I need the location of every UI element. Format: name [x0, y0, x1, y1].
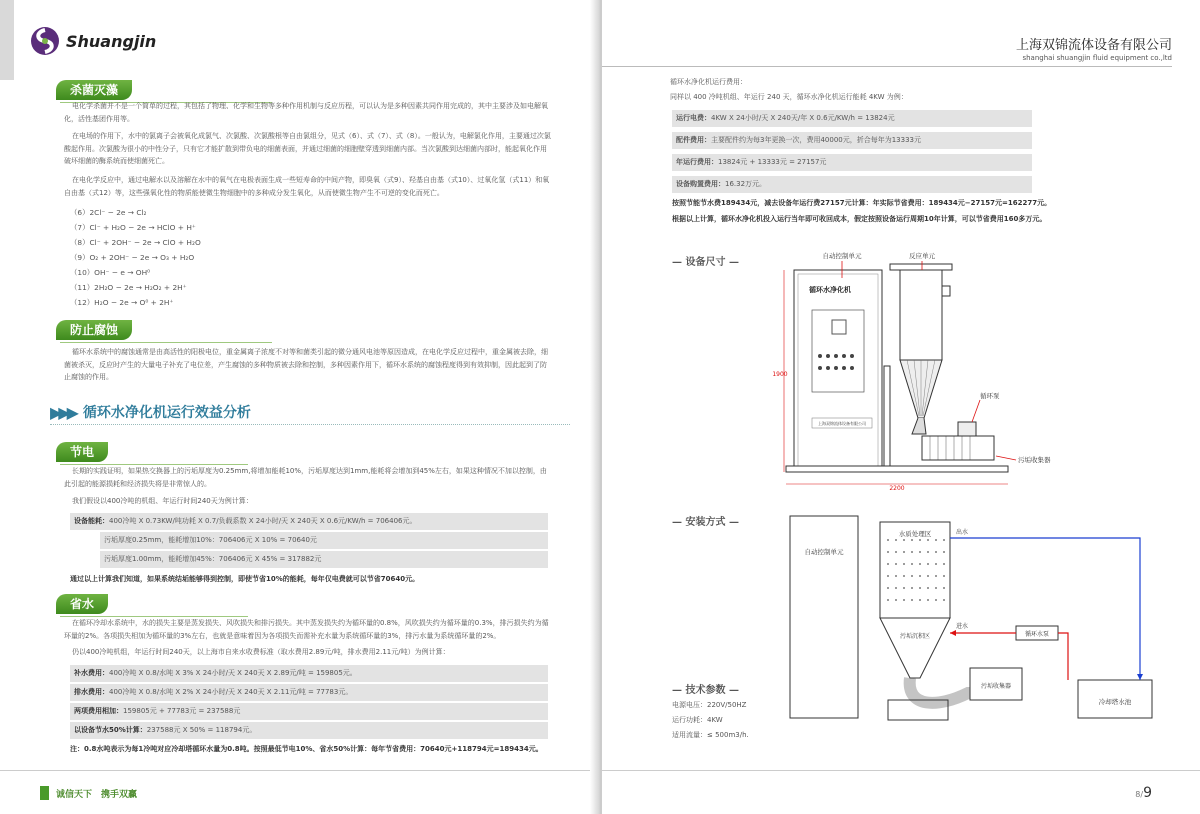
footer-divider — [602, 770, 1200, 771]
logo — [30, 26, 156, 56]
water-note: 注：0.8水吨表示为每1冷吨对应冷却塔循环水量为0.8吨。按照最低节电10%、省水50%计算：每年节省费用：70640元+118794元=189434元。 — [70, 745, 543, 753]
section-tag-water: 省水 — [56, 594, 108, 614]
calc-text: 13824元 + 13333元 = 27157元 — [718, 158, 827, 166]
cost-intro-2: 同样以 400 冷吨机组、年运行 240 天，循环水净化机运行能耗 4KW 为例： — [670, 93, 908, 101]
section-tag-anticorrosion: 防止腐蚀 — [56, 320, 132, 340]
footer-accent — [40, 786, 49, 800]
calc-label: 以设备节水50%计算： — [74, 726, 147, 734]
footer-slogan: 诚信天下 携手双赢 — [56, 790, 138, 800]
calc-label: 设备购置费用： — [676, 180, 725, 188]
section-tag-power: 节电 — [56, 442, 108, 462]
calc-text: 16.32万元。 — [725, 180, 767, 188]
circulation-pump-label: 循环水泵 — [1024, 631, 1050, 638]
formula: （11）2H₂O − 2e → H₂O₂ + 2H⁺ — [70, 283, 187, 292]
left-page — [0, 0, 598, 814]
cost-row — [672, 176, 1032, 193]
formula: （7）Cl⁻ + H₂O − 2e → HClO + H⁺ — [70, 223, 196, 232]
calc-text: 400冷吨 X 0.8/水吨 X 2% X 24小时/天 X 240天 X 2.11元/吨 = 77783元。 — [109, 688, 353, 696]
calc-label: 两项费用相加： — [74, 707, 123, 715]
logo-text: Shuangjin — [66, 31, 157, 51]
triple-arrow-icon: ▶▶▶ — [50, 402, 75, 422]
dimension-title: — 设备尺寸 — — [672, 257, 739, 268]
section-tag-sterilize: 杀菌灭藻 — [56, 80, 132, 100]
machine-label: 循环水净化机 — [809, 286, 851, 294]
analysis-heading-text: 循环水净化机运行效益分析 — [82, 405, 251, 421]
calc-text: 污垢厚度1.00mm，能耗增加45%：706406元 X 45% = 317882元 — [104, 555, 322, 563]
page-number-prev: 8/ — [1135, 790, 1144, 799]
spec-voltage: 电源电压：220V/50HZ — [672, 701, 747, 709]
install-control-label: 自动控制单元 — [804, 548, 844, 556]
power-paragraph-2: 我们假设以400冷吨的机组、年运行时间240天为例计算： — [72, 497, 253, 505]
sediment-zone-label: 污垢沉积区 — [899, 633, 931, 640]
power-calc-row — [100, 551, 548, 568]
outlet-label: 出水 — [956, 529, 969, 536]
height-dimension: 1900 — [772, 371, 788, 378]
formula: （10）OH⁻ − e → OH⁰ — [70, 268, 151, 277]
edge-bar — [0, 0, 14, 80]
page-number — [1135, 785, 1152, 801]
sterilize-paragraph-1: 电化学杀菌并不是一个简单的过程，其包括了物理、化学和生物等多种作用机制与反应历程，可以认为是多种因素共同作用完成的，其中主要涉及如电解氧化，活性基团作用等。 — [64, 102, 548, 123]
cost-row — [672, 110, 1032, 127]
cost-row — [672, 132, 1032, 149]
company-name-cn: 上海双锦流体设备有限公司 — [1015, 38, 1172, 53]
company-name-en: shanghai shuangjin fluid equipment co.,ltd — [1022, 54, 1172, 62]
width-dimension: 2200 — [889, 485, 905, 492]
formula: （12）H₂O − 2e → O⁰ + 2H⁺ — [70, 298, 174, 307]
page-number-current: 9 — [1143, 785, 1152, 801]
spec-power: 运行功耗：4KW — [672, 716, 723, 724]
collector-label: 污垢收集器 — [1018, 456, 1051, 464]
water-calc-row — [70, 665, 548, 682]
savings-note-1: 按照节能节水费189434元，减去设备年运行费27157元计算：年实际节省费用：189434元−27157元=162277元。 — [672, 199, 1052, 207]
formula: （8）Cl⁻ + 2OH⁻ − 2e → ClO + H₂O — [70, 238, 201, 247]
cost-intro-1: 循环水净化机运行费用： — [670, 78, 747, 86]
power-calc-row — [100, 532, 548, 549]
water-paragraph-1: 在循环冷却水系统中，水的损失主要是蒸发损失、风吹损失和排污损失。其中蒸发损失约为循环量的0.8%，风吹损失约为循环量的0.3%，排污损失约为循环量的2%。各项损失相加为循环量的3%左右，也就是意味着因为各项损失而需补充水量为系统循环量的3%，排污水量为系统循环量的2%。 — [64, 619, 549, 640]
calc-text: 237588元 X 50% = 118794元。 — [146, 726, 257, 734]
sterilize-paragraph-2: 在电场的作用下，水中的氯离子会被氧化成氯气、次氯酸、次氯酸根等自由氯组分，见式（6）、式（7）、式（8）。一般认为，电解氯化作用，主要通过次氯酸起作用。次氯酸为很小的中性分子，只有它才能扩散到带负电的细菌表面，并通过细菌的细胞壁穿透到细菌内部。当次氯酸到达细菌内部时，能起氧化作用破坏细菌的酶系统而使细菌死亡。 — [64, 132, 551, 165]
calc-text: 4KW X 24小时/天 X 240天/年 X 0.6元/KW/h = 13824元 — [711, 114, 895, 122]
calc-label: 补水费用： — [74, 669, 109, 677]
anticorrosion-paragraph: 循环水系统中的腐蚀通常是由高活性的阳极电位，重金属离子浓度不对等和菌类引起的微分通风电池等原因造成，在电化学反应过程中，重金属被去除，细菌被杀灭，反应时产生的大量电子补充了电位差，产生腐蚀的多种物质被去除和控制，多种因素作用下，循环水系统的腐蚀程度得到有效抑制，因此起到了防止腐蚀的作用。 — [64, 348, 548, 381]
logo-icon — [30, 26, 60, 56]
water-paragraph-2: 仍以400冷吨机组，年运行时间240天，以上海市自来水收费标准（取水费用2.89元/吨，排水费用2.11元/吨）为例计算： — [72, 648, 450, 656]
cooling-tower-label: 冷却塔水池 — [1098, 698, 1132, 706]
calc-label: 排水费用： — [74, 688, 109, 696]
header-divider — [602, 66, 1172, 67]
heading-divider — [50, 424, 570, 425]
calc-text: 主要配件约为每3年更换一次，费用40000元，折合每年为13333元 — [711, 136, 921, 144]
install-title: — 安装方式 — — [672, 517, 739, 528]
installation-diagram — [788, 508, 1178, 728]
tech-title: — 技术参数 — — [672, 685, 739, 696]
nameplate-text: 上海双锦流体设备有限公司 — [818, 421, 866, 426]
savings-note-2: 根据以上计算，循环水净化机投入运行当年即可收回成本，假定按照设备运行周期10年计算，可以节省费用160多万元。 — [672, 215, 1047, 223]
analysis-heading — [50, 402, 251, 422]
install-collector-label: 污垢收集器 — [980, 683, 1012, 690]
cost-row — [672, 154, 1032, 171]
calc-label: 配件费用： — [676, 136, 711, 144]
calc-text: 400冷吨 X 0.73KW/吨功耗 X 0.7/负载系数 X 24小时/天 X 240天 X 0.6元/KW/h = 706406元。 — [109, 517, 417, 525]
water-calc-row — [70, 703, 548, 720]
treatment-zone-label: 水质处理区 — [898, 530, 932, 538]
calc-label: 年运行费用： — [676, 158, 718, 166]
water-calc-row — [70, 684, 548, 701]
formula: （6）2Cl⁻ − 2e → Cl₂ — [70, 208, 147, 217]
calc-text: 污垢厚度0.25mm，能耗增加10%：706406元 X 10% = 70640元 — [104, 536, 317, 544]
control-unit-label: 自动控制单元 — [822, 252, 862, 260]
inlet-label: 进水 — [956, 623, 969, 630]
pump-label: 循环泵 — [980, 392, 1000, 400]
sterilize-paragraph-3: 在电化学反应中，通过电解水以及溶解在水中的氧气在电极表面生成一些短寿命的中间产物，即臭氧（式9）、羟基自由基（式10）、过氧化氢（式11）和氧自由基（式12）等，这些强氧化性的物质能使微生物细胞中的多种成分发生氧化，从而使微生物产生不可逆的变化而死亡。 — [64, 176, 550, 197]
formula: （9）O₂ + 2OH⁻ − 2e → O₃ + H₂O — [70, 253, 195, 262]
right-page — [602, 0, 1200, 814]
calc-text: 159805元 + 77783元 = 237588元 — [123, 707, 241, 715]
calc-label: 运行电费： — [676, 114, 711, 122]
equipment-dimension-diagram — [772, 248, 1062, 498]
water-calc-row — [70, 722, 548, 739]
power-paragraph-1: 长期的实践证明，如果热交换器上的污垢厚度为0.25mm,将增加能耗10%，污垢厚度达到1mm,能耗将会增加到45%左右，如果这种情况不加以控制，由此引起的能源损耗和经济损失将是非常惊人的。 — [64, 467, 547, 488]
power-note: 通过以上计算我们知道，如果系统结垢能够得到控制，即使节省10%的能耗，每年仅电费就可以节省70640元。 — [70, 575, 420, 583]
reactor-label: 反应单元 — [909, 252, 935, 260]
power-calc-row — [70, 513, 548, 530]
calc-label: 设备能耗： — [74, 517, 109, 525]
calc-text: 400冷吨 X 0.8/水吨 X 3% X 24小时/天 X 240天 X 2.89元/吨 = 159805元。 — [109, 669, 357, 677]
spec-flow: 适用流量：≤ 500m3/h. — [672, 731, 749, 739]
footer-divider — [0, 770, 598, 771]
